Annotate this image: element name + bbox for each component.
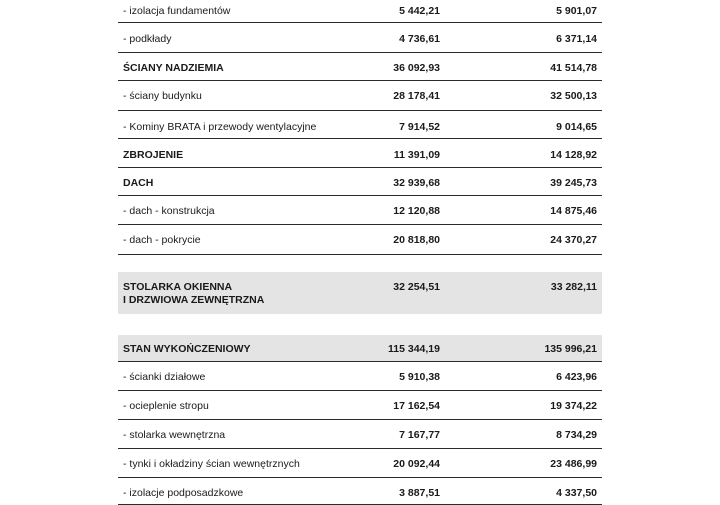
row-value-2: 23 486,99 [550,458,597,470]
row-value-2: 8 734,29 [556,429,597,441]
row-value-2: 4 337,50 [556,487,597,499]
table-row [118,168,602,196]
row-label: STAN WYKOŃCZENIOWY [123,343,251,355]
table-row [118,81,602,111]
row-value-1: 115 344,19 [388,343,440,355]
row-value-1: 28 178,41 [393,90,440,102]
row-label: - ścianki działowe [123,371,206,383]
table-row [118,53,602,81]
row-spacer [118,314,602,335]
table-row [118,225,602,255]
row-label: - ściany budynku [123,90,202,102]
table-row [118,196,602,225]
table-row [118,335,602,362]
row-label: - izolacje podposadzkowe [123,487,244,499]
table-row [118,391,602,420]
row-label: - stolarka wewnętrzna [123,429,226,441]
row-value-1: 20 092,44 [393,458,440,470]
row-label-line-1: STOLARKA OKIENNA [123,281,233,293]
row-label: - izolacja fundamentów [123,5,231,17]
row-value-2: 5 901,07 [556,5,597,17]
row-value-1: 5 442,21 [399,5,440,17]
row-value-1: 4 736,61 [399,33,440,45]
row-value-2: 32 500,13 [550,90,597,102]
row-value-1: 32 254,51 [393,281,440,293]
row-value-1: 32 939,68 [393,177,440,189]
row-label: - ocieplenie stropu [123,400,209,412]
row-value-2: 41 514,78 [550,62,597,74]
row-value-1: 12 120,88 [393,205,440,217]
row-label: - dach - pokrycie [123,234,201,246]
row-value-1: 5 910,38 [399,371,440,383]
row-value-2: 19 374,22 [550,400,597,412]
row-label: DACH [123,177,154,189]
row-value-2: 33 282,11 [550,281,597,293]
row-spacer [118,255,602,272]
row-value-2: 24 370,27 [550,234,597,246]
row-value-1: 36 092,93 [393,62,440,74]
row-value-2: 6 371,14 [556,33,597,45]
row-value-2: 6 423,96 [556,371,597,383]
table-row [118,139,602,168]
row-value-1: 17 162,54 [393,400,440,412]
table-row [118,478,602,505]
row-label-line-2: I DRZWIOWA ZEWNĘTRZNA [123,294,265,306]
row-value-1: 20 818,80 [393,234,440,246]
row-value-1: 3 887,51 [399,487,440,499]
row-label: - Kominy BRATA i przewody wentylacyjne [123,121,317,133]
row-label: - dach - konstrukcja [123,205,215,217]
row-label: - podkłady [123,33,172,45]
table-row [118,420,602,449]
table-row [118,0,602,23]
row-value-2: 39 245,73 [550,177,597,189]
row-label: ŚCIANY NADZIEMIA [123,62,224,74]
table-row [118,23,602,53]
row-value-2: 14 128,92 [550,149,597,161]
row-value-2: 14 875,46 [550,205,597,217]
table-row [118,111,602,139]
row-value-2: 135 996,21 [544,343,597,355]
row-value-1: 7 167,77 [399,429,440,441]
cost-table [118,0,602,505]
row-value-1: 11 391,09 [393,149,440,161]
row-value-2: 9 014,65 [556,121,597,133]
table-row [118,449,602,478]
table-row [118,272,602,314]
row-label: ZBROJENIE [123,149,184,161]
table-row [118,362,602,391]
row-value-1: 7 914,52 [399,121,440,133]
row-label: - tynki i okładziny ścian wewnętrznych [123,458,300,470]
